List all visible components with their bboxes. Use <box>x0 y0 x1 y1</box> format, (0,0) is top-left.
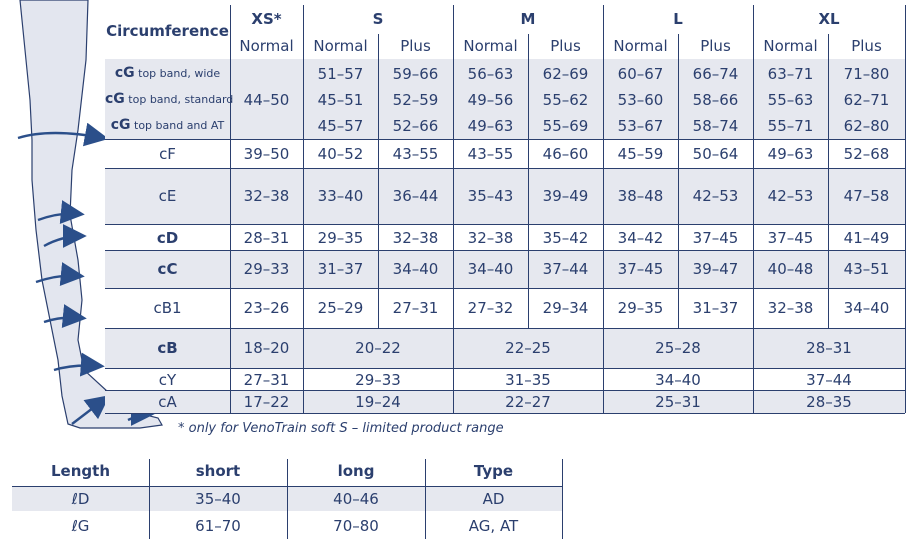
row-label-cb1: cB1 <box>153 299 182 317</box>
table-cell: 37–44 <box>542 260 589 278</box>
length-table-header: Length <box>51 462 110 480</box>
size-xl-header: XL <box>818 10 840 28</box>
table-cell: 17–22 <box>243 393 290 411</box>
table-cell: 60–67 <box>617 65 664 83</box>
table-cell: 23–26 <box>243 299 290 317</box>
subheader-xs-normal: Normal <box>239 37 294 55</box>
size-m-header: M <box>520 10 536 28</box>
table-cell: 43–51 <box>843 260 890 278</box>
divider <box>905 5 906 413</box>
table-cell: 43–55 <box>467 145 514 163</box>
length-table-cell: 40–46 <box>333 490 379 508</box>
table-cell: 22–25 <box>505 339 551 357</box>
table-cell: 51–57 <box>317 65 364 83</box>
table-cell: 39–49 <box>542 187 589 205</box>
divider <box>12 486 562 487</box>
table-cell: 28–31 <box>806 339 852 357</box>
subheader-xl-normal: Normal <box>763 37 818 55</box>
table-cell: 37–44 <box>806 371 852 389</box>
table-cell: 20–22 <box>355 339 401 357</box>
table-cell: 66–74 <box>692 65 739 83</box>
row-label-cg-at: cG top band and AT <box>110 117 225 133</box>
table-cell: 25–31 <box>655 393 701 411</box>
table-cell: 40–52 <box>317 145 364 163</box>
table-cell: 49–63 <box>467 117 514 135</box>
table-cell: 49–56 <box>467 91 514 109</box>
divider <box>105 390 905 391</box>
table-cell: 41–49 <box>843 229 890 247</box>
table-cell: 53–60 <box>617 91 664 109</box>
table-cell: 42–53 <box>692 187 739 205</box>
table-cell: 32–38 <box>467 229 514 247</box>
table-cell: 34–40 <box>392 260 439 278</box>
table-cell: 38–48 <box>617 187 664 205</box>
table-cell: 55–63 <box>767 91 814 109</box>
table-cell: 47–58 <box>843 187 890 205</box>
table-cell: 22–27 <box>505 393 551 411</box>
divider <box>105 328 905 329</box>
length-table-cell: AG, AT <box>468 517 519 535</box>
table-cell: 33–40 <box>317 187 364 205</box>
table-cell: 25–28 <box>655 339 701 357</box>
table-cell: 27–32 <box>467 299 514 317</box>
table-cell: 55–69 <box>542 117 589 135</box>
table-cell: 53–67 <box>617 117 664 135</box>
row-label-cg-wide: cG top band, wide <box>114 65 221 81</box>
length-table-header: Type <box>473 462 514 480</box>
table-cell: 29–33 <box>355 371 401 389</box>
table-cell: 34–40 <box>843 299 890 317</box>
table-cell: 58–74 <box>692 117 739 135</box>
divider <box>562 459 563 539</box>
table-cell: 62–69 <box>542 65 589 83</box>
table-cell: 25–29 <box>317 299 364 317</box>
row-label-cb: cB <box>157 339 178 357</box>
table-cell: 52–59 <box>392 91 439 109</box>
table-cell: 37–45 <box>692 229 739 247</box>
table-cell: 28–35 <box>806 393 852 411</box>
table-cell: 42–53 <box>767 187 814 205</box>
length-table-cell: 61–70 <box>195 517 241 535</box>
table-cell: 39–50 <box>243 145 290 163</box>
table-cell: 52–68 <box>843 145 890 163</box>
subheader-s-plus: Plus <box>400 37 431 55</box>
table-cell: 55–62 <box>542 91 589 109</box>
row-label-cy: cY <box>158 371 177 389</box>
table-cell: 34–40 <box>467 260 514 278</box>
table-cell: 28–31 <box>243 229 290 247</box>
table-cell: 55–71 <box>767 117 814 135</box>
row-label-cf: cF <box>159 145 176 163</box>
table-cell: 45–59 <box>617 145 664 163</box>
table-cell: 34–42 <box>617 229 664 247</box>
subheader-l-plus: Plus <box>700 37 731 55</box>
divider <box>105 368 905 369</box>
table-cell: 58–66 <box>692 91 739 109</box>
table-cell: 49–63 <box>767 145 814 163</box>
table-cell: 32–38 <box>243 187 290 205</box>
table-cell: 52–66 <box>392 117 439 135</box>
row-label-cg-standard: cG top band, standard <box>105 91 234 107</box>
table-cell: 62–80 <box>843 117 890 135</box>
length-table-cell: ℓG <box>71 517 90 535</box>
table-cell: 45–51 <box>317 91 364 109</box>
length-table-header: long <box>337 462 375 480</box>
table-cell: 29–34 <box>542 299 589 317</box>
table-cell: 35–42 <box>542 229 589 247</box>
table-cell: 35–43 <box>467 187 514 205</box>
table-cell: 31–37 <box>692 299 739 317</box>
length-table-cell: 70–80 <box>333 517 379 535</box>
length-table-cell: ℓD <box>71 490 90 508</box>
subheader-s-normal: Normal <box>313 37 368 55</box>
circumference-header: Circumference <box>106 22 229 40</box>
divider <box>105 168 905 169</box>
table-cell: 37–45 <box>767 229 814 247</box>
length-table-cell: AD <box>482 490 505 508</box>
table-cell: 39–47 <box>692 260 739 278</box>
subheader-xl-plus: Plus <box>851 37 882 55</box>
divider <box>105 413 905 414</box>
table-cell: 71–80 <box>843 65 890 83</box>
table-cell: 29–35 <box>317 229 364 247</box>
size-l-header: L <box>673 10 683 28</box>
table-cell: 50–64 <box>692 145 739 163</box>
row-label-ca: cA <box>158 393 177 411</box>
row-label-cc: cC <box>157 260 178 278</box>
table-cell: 40–48 <box>767 260 814 278</box>
subheader-m-normal: Normal <box>463 37 518 55</box>
size-s-header: S <box>372 10 384 28</box>
subheader-l-normal: Normal <box>613 37 668 55</box>
table-cell: 59–66 <box>392 65 439 83</box>
footnote: * only for VenoTrain soft S – limited product range <box>178 421 504 436</box>
table-cell: 27–31 <box>392 299 439 317</box>
table-cell: 34–40 <box>655 371 701 389</box>
table-cell: 37–45 <box>617 260 664 278</box>
table-cell: 36–44 <box>392 187 439 205</box>
table-cell: 18–20 <box>243 339 290 357</box>
size-xs-header: XS* <box>251 10 282 28</box>
table-cell: 45–57 <box>317 117 364 135</box>
row-label-cd: cD <box>156 229 179 247</box>
table-cell: 63–71 <box>767 65 814 83</box>
table-cell: 32–38 <box>392 229 439 247</box>
divider <box>105 288 905 289</box>
row-label-ce: cE <box>158 187 177 205</box>
table-cell: 27–31 <box>243 371 290 389</box>
divider <box>105 250 905 251</box>
table-cell: 31–37 <box>317 260 364 278</box>
table-cell: 31–35 <box>505 371 551 389</box>
subheader-m-plus: Plus <box>550 37 581 55</box>
divider <box>105 139 905 140</box>
table-cell: 44–50 <box>243 91 290 109</box>
table-cell: 19–24 <box>355 393 401 411</box>
table-cell: 32–38 <box>767 299 814 317</box>
table-cell: 29–33 <box>243 260 290 278</box>
divider <box>105 224 905 225</box>
table-cell: 29–35 <box>617 299 664 317</box>
table-cell: 56–63 <box>467 65 514 83</box>
table-cell: 62–71 <box>843 91 890 109</box>
table-cell: 43–55 <box>392 145 439 163</box>
length-table-cell: 35–40 <box>195 490 241 508</box>
table-cell: 46–60 <box>542 145 589 163</box>
length-table-header: short <box>195 462 241 480</box>
